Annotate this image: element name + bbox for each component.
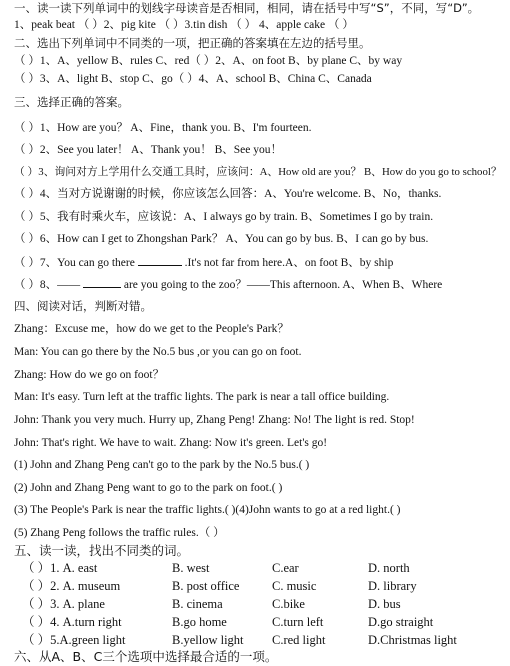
q7-prefix: （ ）7、You can go there	[14, 257, 135, 269]
option-d: D. library	[368, 579, 417, 593]
option-d: D.go straight	[368, 615, 434, 629]
option-a: （ ）2. A. museum	[22, 579, 121, 593]
option-a: （ ）5.A.green light	[22, 633, 126, 647]
option-b: B. post office	[172, 579, 240, 593]
option-c: C. music	[272, 579, 317, 593]
section2-heading: 二、选出下列单词中不同类的一项，把正确的答案填在左边的括号里。	[14, 36, 371, 50]
section2-row2: （ ）3、A、light B、stop C、go（ ）4、A、school B、China C、Canada	[14, 73, 372, 85]
q8-suffix: are you going to the zoo？——This afternoon. A、When B、Where	[123, 279, 443, 291]
section1-items: 1、peak beat （ ）2、pig kite （ ）3.tin dish （ ） 4、apple cake （ ）	[14, 19, 354, 31]
section1-heading: 一、读一读下列单词中的划线字母读音是否相同，相同，请在括号中写“S”，不同，写“D”。	[14, 1, 480, 15]
judgement-5: (5) Zhang Peng follows the traffic rules.（ ）	[14, 527, 225, 539]
section5-heading: 五、读一读，找出不同类的词。	[14, 543, 190, 558]
option-c: C.bike	[272, 597, 305, 611]
section6-heading: 六、从A、B、C三个选项中选择最合适的一项。	[14, 649, 278, 664]
judgement-3-4: (3) The People's Park is near the traffic lights.( )(4)John wants to go at a red light.( )	[14, 504, 401, 516]
option-d: D. bus	[368, 597, 401, 611]
option-a: （ ）1. A. east	[22, 561, 98, 575]
section3-heading: 三、选择正确的答案。	[14, 95, 129, 109]
option-b: B. west	[172, 561, 210, 575]
option-c: C.turn left	[272, 615, 324, 629]
section3-q4: （ ）4、当对方说谢谢的时候，你应该怎么回答：A、You're welcome. B、No，thanks.	[14, 188, 442, 200]
dialogue-line: Man: It's easy. Turn left at the traffic lights. The park is near a tall office building.	[14, 391, 390, 403]
judgement-1: (1) John and Zhang Peng can't go to the park by the No.5 bus.( )	[14, 459, 310, 471]
option-c: C.red light	[272, 633, 326, 647]
dialogue-line: Zhang：Excuse me，how do we get to the People's Park？	[14, 323, 289, 335]
section3-q8	[14, 277, 442, 292]
option-c: C.ear	[272, 561, 299, 575]
q7-answer-blank[interactable]	[138, 255, 182, 266]
section3-q1: （ ）1、How are you？ A、Fine，thank you. B、I'm fourteen.	[14, 122, 312, 134]
option-b: B.yellow light	[172, 633, 244, 647]
option-d: D.Christmas light	[368, 633, 457, 647]
dialogue-line: John: That's right. We have to wait. Zhang: Now it's green. Let's go!	[14, 437, 328, 449]
option-a: （ ）3. A. plane	[22, 597, 105, 611]
dialogue-line: John: Thank you very much. Hurry up, Zhang Peng! Zhang: No! The light is red. Stop!	[14, 414, 415, 426]
q8-prefix: （ ）8、——	[14, 279, 81, 291]
dialogue-line: Zhang: How do we go on foot？	[14, 369, 165, 381]
section2-row1: （ ）1、A、yellow B、rules C、red（ ）2、A、on foot B、by plane C、by way	[14, 55, 403, 67]
section3-q3: （ ）3、询问对方上学用什么交通工具时，应该问：A、How old are you？ B、How do you go to school？	[14, 166, 502, 178]
section3-q2: （ ）2、See you later！ A、Thank you！ B、See you！	[14, 144, 282, 156]
section4-heading: 四、阅读对话，判断对错。	[14, 299, 152, 313]
section3-q7	[14, 255, 393, 270]
section3-q6: （ ）6、How can I get to Zhongshan Park？ A、You can go by bus. B、I can go by bus.	[14, 233, 429, 245]
judgement-2: (2) John and Zhang Peng want to go to the park on foot.( )	[14, 482, 283, 494]
section3-q5: （ ）5、我有时乘火车，应该说：A、I always go by train. B、Sometimes I go by train.	[14, 211, 434, 223]
option-a: （ ）4. A.turn right	[22, 615, 122, 629]
option-d: D. north	[368, 561, 410, 575]
dialogue-line: Man: You can go there by the No.5 bus ,or you can go on foot.	[14, 346, 302, 358]
q8-answer-blank[interactable]	[83, 277, 121, 288]
option-b: B.go home	[172, 615, 227, 629]
option-b: B. cinema	[172, 597, 223, 611]
q7-suffix: .It's not far from here.A、on foot B、by ship	[184, 257, 394, 269]
